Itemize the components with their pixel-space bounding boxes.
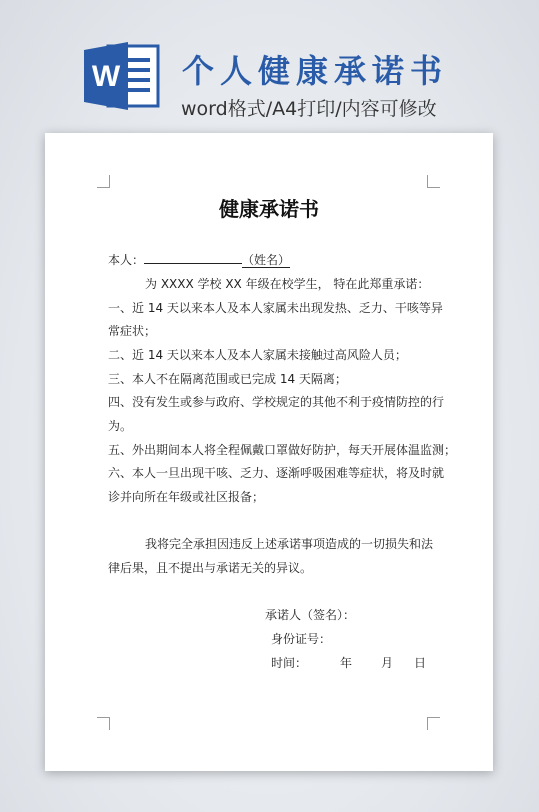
- date-label: 时间：: [271, 656, 308, 670]
- intro-line: 为 XXXX 学校 XX 年级在校学生， 特在此郑重承诺：: [145, 277, 430, 291]
- name-hint: （姓名）: [242, 253, 291, 267]
- year-label: 年: [340, 656, 353, 670]
- name-label: 本人：: [108, 253, 145, 267]
- item-line: 六、本人一旦出现干咳、乏力、逐渐呼吸困难等症状，将及时就: [108, 466, 445, 480]
- closing-line: 我将完全承担因违反上述承诺事项造成的一切损失和法: [145, 537, 434, 551]
- item-line: 一、近 14 天以来本人及本人家属未出现发热、乏力、干咳等异: [108, 301, 443, 315]
- item-line: 四、没有发生或参与政府、学校规定的其他不利于疫情防控的行: [108, 395, 445, 409]
- day-label: 日: [414, 656, 427, 670]
- crop-mark-top-left: [97, 175, 110, 188]
- item-line: 三、本人不在隔离范围或已完成 14 天隔离；: [108, 372, 347, 386]
- promo-header: [0, 0, 539, 130]
- item-line: 五、外出期间本人将全程佩戴口罩做好防护，每天开展体温监测；: [108, 443, 457, 457]
- page-subtitle: word格式/A4打印/内容可修改: [181, 98, 437, 120]
- signer-label: 承诺人（签名）：: [265, 608, 356, 622]
- crop-mark-bottom-right: [427, 717, 440, 730]
- page-title: 个人健康承诺书: [182, 52, 449, 90]
- name-blank: [144, 252, 242, 264]
- month-label: 月: [381, 656, 394, 670]
- crop-mark-top-right: [427, 175, 440, 188]
- id-number-label: 身份证号：: [271, 632, 332, 646]
- document-page: [45, 133, 493, 771]
- svg-text:W: W: [91, 60, 121, 93]
- item-line: 常症状；: [108, 324, 157, 338]
- crop-mark-bottom-left: [97, 717, 110, 730]
- word-icon: [82, 40, 162, 112]
- name-line: [108, 251, 290, 268]
- closing-line: 律后果，且不提出与承诺无关的异议。: [108, 561, 313, 575]
- item-line: 为。: [108, 419, 133, 433]
- item-line: 诊并向所在年级或社区报备；: [108, 490, 265, 504]
- item-line: 二、近 14 天以来本人及本人家属未接触过高风险人员；: [108, 348, 407, 362]
- document-title: 健康承诺书: [219, 197, 319, 221]
